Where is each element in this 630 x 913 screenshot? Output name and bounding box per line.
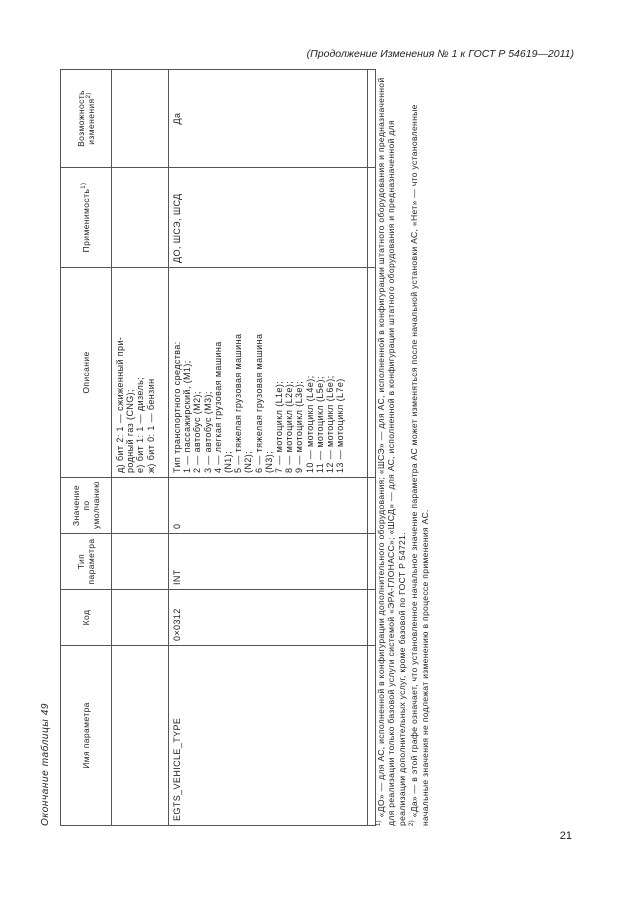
rotated-table-block [40, 70, 442, 826]
col-header-code: Код [61, 590, 112, 646]
description-line: 1 — пассажирский, (M1); [182, 360, 193, 473]
col-header-changeable-label: Возможность изменения [76, 90, 96, 147]
footnote-2-text: «Да» — в этой графе означает, что установленное начальное значение параметра АС может изменяться после начальной установки АС, «Нет» — что установленные начальные значения не подлежат изменению в процессе применения АС. [409, 104, 430, 826]
description-line: 10 — мотоцикл (L4e); [304, 375, 315, 473]
description-line: 5 — тяжелая грузовая машина [233, 333, 244, 473]
description-line: ж) бит 0: 1 — бензин [145, 378, 156, 473]
table-caption: Окончание таблицы 49 [40, 702, 51, 826]
cell-default: 0 [169, 478, 376, 534]
footnote-1-mark: 1) [376, 820, 382, 826]
table-row-vehicle-type [169, 70, 376, 826]
col-header-type: Тип параметра [61, 534, 112, 590]
description-line: 2 — автобус (M2); [192, 391, 203, 473]
cell-empty [112, 534, 169, 590]
description-line: е) бит 1: 1 — дизель; [135, 376, 146, 473]
description-line: 4 — легкая грузовая машина [212, 341, 223, 473]
description-line: (N3); [263, 451, 274, 473]
description-line: (N2); [243, 451, 254, 473]
cell-empty [112, 478, 169, 534]
cell-changeable: Да [169, 70, 376, 168]
col-header-name: Имя параметра [61, 646, 112, 826]
col-header-applicability-note: 1) [81, 182, 88, 189]
table-header-row [61, 70, 112, 826]
cell-code: 0×0312 [169, 590, 376, 646]
cell-description [169, 268, 376, 478]
description-line: (N1); [223, 451, 234, 473]
description-line: 8 — мотоцикл (L2e); [284, 380, 295, 473]
description-line: 13 — мотоцикл (L7e) [335, 378, 346, 473]
parameters-table [60, 69, 376, 826]
description-line: 7 — мотоцикл (L1e); [274, 380, 285, 473]
cell-param-name: EGTS_VEHICLE_TYPE [169, 646, 376, 826]
description-line: Тип транспортного средства: [172, 341, 182, 473]
page-number: 21 [559, 830, 572, 842]
col-header-applicability-label: Применимость [81, 188, 91, 253]
description-line: 11 — мотоцикл (L5e); [314, 376, 325, 473]
footnote-1-text: «ДО» — для АС, исполненной в конфигурации дополнительного оборудования; «ШСЭ» — для АС, исполненной в конфигурации штатного оборудования и предназначенной для реализации только базовой услуги системой «ЭРА-ГЛОНАСС»; «ШСД» — для АС, исполненной в конфигурации штатного оборудования и предназначенной для реализации дополнительных услуг, кроме базовой по ГОСТ Р 54721. [375, 77, 407, 826]
description-line: 3 — автобус (M3); [202, 391, 213, 473]
cell-empty [112, 646, 169, 826]
col-header-description: Описание [61, 268, 112, 478]
running-header: (Продолжение Изменения № 1 к ГОСТ Р 54619—2011) [306, 48, 574, 60]
footnotes [367, 70, 430, 826]
cell-empty [112, 590, 169, 646]
footnote-2-mark: 2) [409, 820, 416, 826]
footnote-2 [407, 70, 430, 826]
footnote-1 [374, 70, 407, 826]
cell-applicability: ДО, ШСЭ, ШСД [169, 168, 376, 268]
col-header-default: Значение по умолчанию [61, 478, 112, 534]
description-line: д) бит 2: 1 — сжиженный при- [115, 336, 125, 473]
description-line: 6 — тяжелая грузовая машина [253, 333, 264, 473]
cell-description-continuation [112, 268, 169, 478]
col-header-applicability [61, 168, 112, 268]
description-line: 12 — мотоцикл (L6e); [325, 375, 336, 473]
table-row-continuation [112, 70, 169, 826]
cell-empty [112, 168, 169, 268]
cell-empty [112, 70, 169, 168]
cell-type: INT [169, 534, 376, 590]
col-header-changeable [61, 70, 112, 168]
col-header-changeable-note: 2) [86, 92, 93, 99]
description-line: родный газ (CNG); [125, 389, 136, 473]
description-line: 9 — мотоцикл (L3e); [294, 380, 305, 473]
